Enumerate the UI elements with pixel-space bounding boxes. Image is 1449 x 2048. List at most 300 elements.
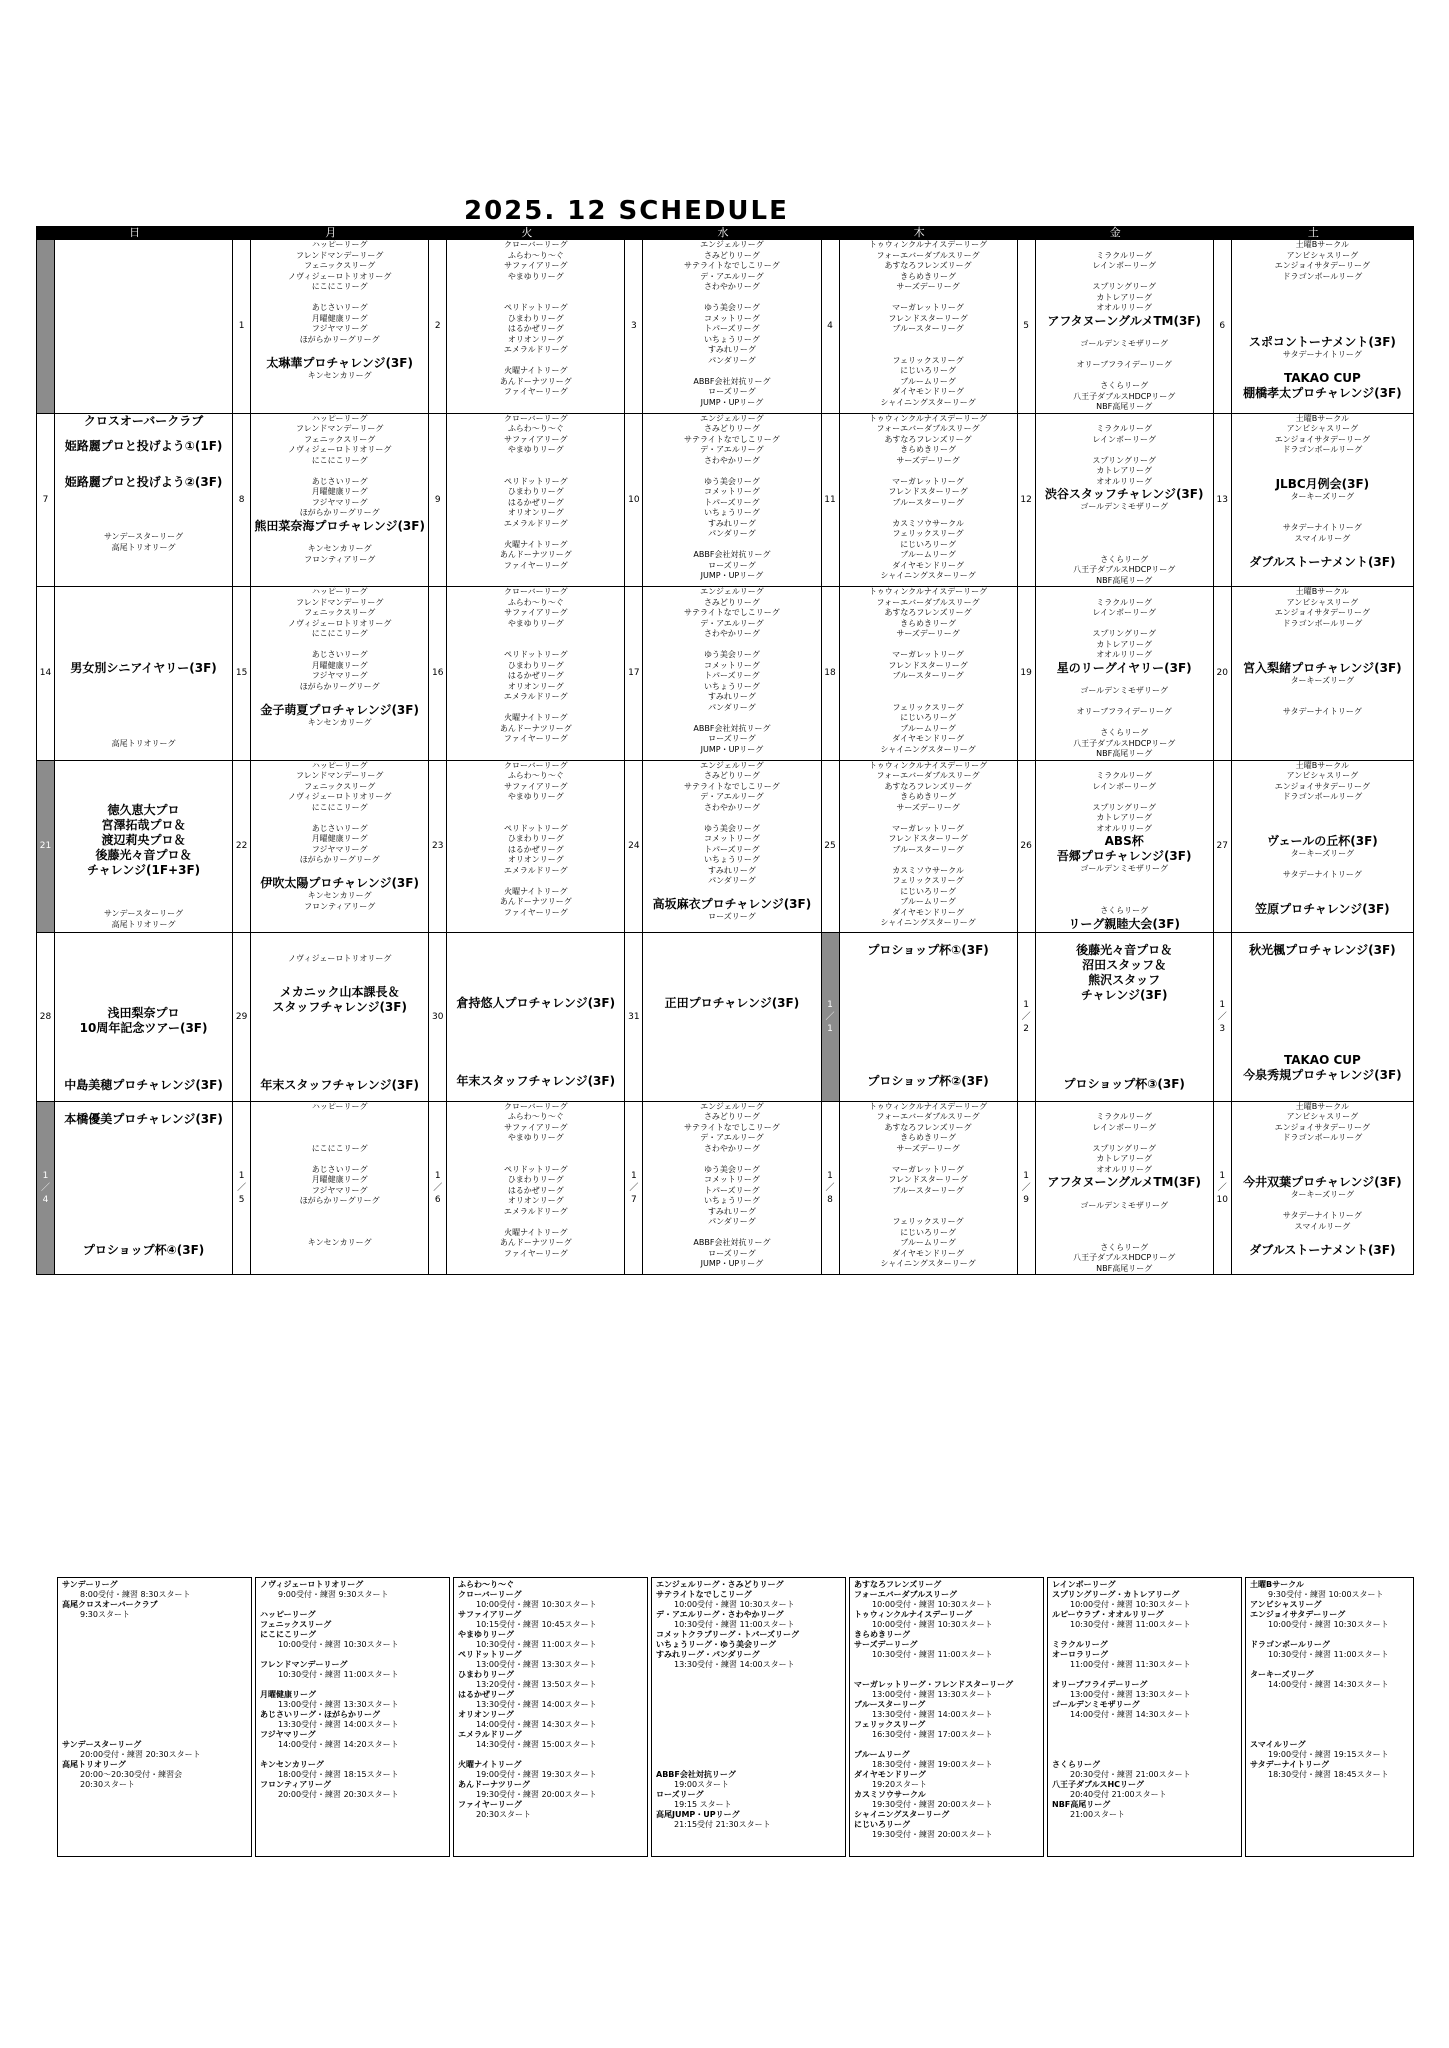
league-name: JUMP・UPリーグ: [700, 571, 764, 580]
league-name: さわやかリーグ: [703, 1143, 760, 1153]
spacer: [643, 640, 820, 651]
spacer: [62, 1730, 247, 1740]
event-title: 姫路麗プロと投げよう②(3F): [64, 475, 223, 489]
league-name: オリオンリーグ: [507, 334, 564, 344]
spacer: [55, 707, 232, 718]
spacer: [656, 1720, 841, 1730]
league-name: スマイルリーグ: [1294, 533, 1351, 543]
day-number-part: ／: [1217, 1011, 1227, 1022]
league-name: トパーズリーグ: [704, 497, 760, 507]
legend-league-name: エンジェルリーグ・さみどりリーグ: [656, 1580, 784, 1589]
spacer: [643, 933, 820, 944]
day-number-part: ／: [629, 1182, 639, 1193]
legend-time: 14:00受付・練習 14:30スタート: [476, 1720, 597, 1729]
league-name: サタデーナイトリーグ: [1282, 523, 1362, 532]
spacer: [1052, 1630, 1237, 1640]
league-name: デ・アエルリーグ: [700, 1133, 764, 1142]
league-name: サテライトなでしこリーグ: [684, 434, 780, 444]
spacer: [55, 1138, 232, 1149]
spacer: [447, 964, 624, 975]
spacer: [1036, 1014, 1213, 1025]
spacer: [840, 990, 1017, 1001]
league-name: ノヴィジェーロトリオリーグ: [288, 271, 392, 281]
league-name: ブルースターリーグ: [892, 324, 964, 333]
league-name: アンビシャスリーグ: [1286, 424, 1359, 433]
league-name: ドラゴンボールリーグ: [1282, 271, 1363, 281]
spacer: [1036, 718, 1213, 729]
league-name: トゥウィンクルナイスデーリーグ: [869, 587, 988, 596]
league-name: ほがらかリーグリーグ: [299, 1196, 380, 1205]
league-name: にじいろリーグ: [900, 886, 957, 896]
event-title: プロショップ杯④(3F): [82, 1242, 205, 1257]
league-name: NBF高尾リーグ: [1096, 749, 1153, 758]
legend-time: 10:00受付・練習 10:30スタート: [1268, 1620, 1389, 1629]
legend-league-name: クローバーリーグ: [458, 1590, 522, 1599]
league-name: オオルリリーグ: [1096, 823, 1153, 833]
event-title: ヴェールの丘杯(3F): [1266, 834, 1378, 848]
legend-time: 20:30スタート: [80, 1780, 136, 1789]
league-name: ゴールデンミモザリーグ: [1080, 339, 1169, 348]
spacer: [1232, 860, 1413, 871]
league-name: オオルリリーグ: [1096, 303, 1153, 312]
league-name: レインボーリーグ: [1092, 781, 1156, 791]
legend-league-name: サーズデーリーグ: [854, 1640, 918, 1649]
day-cell: [839, 932, 1017, 1101]
spacer: [643, 887, 820, 898]
day-number-part: 26: [1020, 841, 1032, 851]
league-name: さわやかリーグ: [703, 282, 760, 291]
league-name: コメットリーグ: [703, 313, 760, 323]
league-name: 月曜健康リーグ: [311, 660, 368, 670]
spacer: [55, 1047, 232, 1058]
day-number: [1213, 587, 1231, 761]
day-cell: [251, 932, 429, 1101]
day-number: [37, 413, 55, 587]
spacer: [1232, 282, 1413, 293]
spacer: [1036, 1102, 1213, 1113]
legend-time: 13:30受付・練習 14:00スタート: [674, 1660, 795, 1669]
day-cell: [643, 240, 821, 414]
spacer: [251, 975, 428, 986]
spacer: [1036, 676, 1213, 687]
day-cell: [839, 1101, 1017, 1275]
league-name: いちょうリーグ: [703, 855, 760, 864]
spacer: [643, 713, 820, 724]
spacer: [1036, 329, 1213, 340]
spacer: [1232, 640, 1413, 651]
spacer: [656, 1740, 841, 1750]
day-cell: [839, 240, 1017, 414]
league-name: エメラルドリーグ: [503, 518, 568, 528]
league-name: サファイアリーグ: [504, 261, 568, 270]
event-title: プロショップ杯③(3F): [1063, 1076, 1185, 1091]
league-name: エメラルドリーグ: [503, 692, 568, 701]
event-title: スタッフチャレンジ(3F): [272, 1000, 407, 1014]
league-name: キンセンカリーグ: [307, 370, 372, 380]
legend-league-name: スマイルリーグ: [1250, 1740, 1306, 1749]
spacer: [62, 1650, 247, 1660]
legend-time: 10:30受付・練習 11:00スタート: [278, 1670, 399, 1679]
spacer: [1232, 813, 1413, 824]
day-cell: [55, 413, 233, 587]
day-number-part: 20: [1216, 668, 1228, 679]
league-name: ダイヤモンドリーグ: [892, 734, 964, 743]
spacer: [840, 969, 1017, 980]
league-name: オリーブフライデーリーグ: [1076, 360, 1172, 369]
league-name: ミラクルリーグ: [1096, 250, 1153, 260]
league-name: オオルリリーグ: [1096, 476, 1153, 486]
spacer: [447, 1021, 624, 1032]
league-name: ペリドットリーグ: [503, 303, 568, 312]
league-name: レインボーリーグ: [1092, 261, 1156, 270]
day-number-part: 1: [827, 1023, 833, 1034]
spacer: [643, 813, 820, 824]
spacer: [458, 1750, 643, 1760]
league-name: ゴールデンミモザリーグ: [1080, 864, 1169, 873]
spacer: [55, 454, 232, 465]
legend-league-name: ハッピーリーグ: [260, 1610, 316, 1619]
league-name: サファイアリーグ: [504, 1122, 568, 1132]
day-cell: [643, 413, 821, 587]
spacer: [840, 1154, 1017, 1165]
day-number: [1017, 587, 1035, 761]
legend-league-name: デ・アエルリーグ・さわやかリーグ: [656, 1610, 784, 1619]
league-name: サンデースターリーグ: [103, 909, 184, 918]
legend-time: 9:30スタート: [80, 1610, 130, 1619]
spacer: [260, 1750, 445, 1760]
league-name: エンジョイサタデーリーグ: [1274, 1122, 1370, 1132]
league-name: フェニックスリーグ: [304, 261, 376, 270]
legend-league-name: フェニックスリーグ: [260, 1620, 332, 1629]
spacer: [1036, 523, 1213, 534]
spacer: [55, 697, 232, 708]
day-number-part: 1: [827, 1170, 833, 1181]
league-name: コメットリーグ: [703, 1175, 760, 1184]
spacer: [1052, 1740, 1237, 1750]
legend-time: 10:30受付・練習 11:00スタート: [1070, 1620, 1191, 1629]
league-name: エンジェルリーグ: [700, 587, 764, 596]
league-name: 火曜ナイトリーグ: [504, 713, 568, 722]
spacer: [1036, 1232, 1213, 1243]
legend-league-name: レインボーリーグ: [1052, 1580, 1116, 1589]
spacer: [447, 1144, 624, 1155]
spacer: [1232, 1154, 1413, 1165]
legend-league-name: サファイアリーグ: [458, 1610, 522, 1619]
day-number: [625, 587, 643, 761]
spacer: [55, 1036, 232, 1047]
legend-time: 20:30スタート: [476, 1810, 532, 1819]
legend-time: 10:00受付・練習 10:30スタート: [872, 1600, 993, 1609]
league-name: オオルリリーグ: [1096, 1164, 1153, 1174]
league-name: レインボーリーグ: [1092, 608, 1156, 617]
spacer: [840, 1032, 1017, 1043]
spacer: [1036, 1045, 1213, 1056]
legend-league-name: NBF高尾リーグ: [1052, 1800, 1111, 1809]
league-name: ふらわ〜り〜ぐ: [507, 424, 564, 433]
spacer: [1036, 272, 1213, 283]
day-number-part: 7: [42, 494, 49, 505]
day-cell: [447, 413, 625, 587]
league-name: サテライトなでしこリーグ: [684, 1122, 780, 1132]
league-name: あすなろフレンズリーグ: [884, 608, 972, 617]
day-cell: [251, 413, 429, 587]
league-name: にじいろリーグ: [900, 366, 957, 375]
league-name: サーズデーリーグ: [896, 455, 960, 465]
day-cell: [1231, 760, 1413, 932]
spacer: [62, 1660, 247, 1670]
event-title: アフタヌーングルメTM(3F): [1047, 313, 1201, 328]
week-row: [37, 413, 1414, 587]
legend-league-name: シャイニングスターリーグ: [854, 1810, 950, 1819]
league-name: サーズデーリーグ: [896, 282, 960, 291]
day-number-part: 1: [631, 1170, 637, 1181]
league-name: ひまわりリーグ: [507, 660, 564, 670]
spacer: [251, 1047, 428, 1058]
spacer: [251, 293, 428, 304]
league-name: ターキーズリーグ: [1290, 675, 1355, 685]
spacer: [1052, 1750, 1237, 1760]
day-cell: [251, 587, 429, 761]
league-name: エンジョイサタデーリーグ: [1274, 434, 1370, 444]
league-name: ノヴィジェーロトリオリーグ: [288, 792, 392, 801]
week-row: [37, 240, 1414, 414]
day-number: [429, 932, 447, 1101]
spacer: [1250, 1710, 1409, 1720]
event-title: 吾郷プロチャレンジ(3F): [1056, 849, 1192, 863]
league-name: 八王子ダブルスHDCPリーグ: [1073, 391, 1176, 401]
event-title: 今泉秀規プロチャレンジ(3F): [1243, 1067, 1402, 1082]
league-name: ファイヤーリーグ: [503, 734, 568, 743]
spacer: [62, 1680, 247, 1690]
event-title: 秋光楓プロチャレンジ(3F): [1249, 943, 1396, 957]
day-number: [1213, 240, 1231, 414]
day-cell: [839, 413, 1017, 587]
legend-league-name: すみれリーグ・パンダリーグ: [656, 1650, 760, 1659]
spacer: [1036, 350, 1213, 361]
day-number: [1213, 413, 1231, 587]
league-name: ブルースターリーグ: [892, 1185, 964, 1195]
weekday-sun: 日: [37, 227, 233, 240]
league-name: フレンドスターリーグ: [888, 487, 968, 496]
league-name: ABBF会社対抗リーグ: [693, 723, 771, 733]
spacer: [55, 761, 232, 772]
spacer: [251, 964, 428, 975]
league-name: サーズデーリーグ: [896, 629, 960, 638]
day-number: [821, 760, 839, 932]
league-name: ミラクルリーグ: [1096, 597, 1153, 607]
league-name: パンダリーグ: [708, 529, 756, 538]
legend-league-name: スプリングリーグ・カトレアリーグ: [1052, 1590, 1180, 1599]
spacer: [251, 813, 428, 824]
day-number: [821, 413, 839, 587]
spacer: [251, 1217, 428, 1228]
league-name: フォーエバーダブルスリーグ: [876, 424, 980, 433]
league-name: ゴールデンミモザリーグ: [1080, 686, 1169, 695]
spacer: [1036, 1035, 1213, 1046]
league-name: コメットリーグ: [703, 487, 760, 496]
legend-time: 9:00受付・練習 9:30スタート: [278, 1590, 389, 1599]
legend-league-name: ペリドットリーグ: [458, 1650, 522, 1659]
league-name: あんドーナツリーグ: [499, 723, 572, 733]
spacer: [55, 629, 232, 640]
event-title: 姫路麗プロと投げよう①(1F): [64, 439, 223, 453]
league-name: 八王子ダブルスHDCPリーグ: [1073, 1253, 1176, 1262]
spacer: [260, 1600, 445, 1610]
league-name: さくらリーグ: [1100, 728, 1149, 737]
spacer: [1036, 697, 1213, 708]
league-name: いちょうリーグ: [703, 1196, 760, 1205]
spacer: [62, 1710, 247, 1720]
legend-league-name: ドラゴンボールリーグ: [1250, 1640, 1330, 1649]
spacer: [447, 876, 624, 887]
league-name: さわやかリーグ: [703, 455, 760, 465]
day-number-part: 19: [1020, 668, 1032, 679]
league-name: ドラゴンボールリーグ: [1282, 792, 1363, 801]
league-name: ひまわりリーグ: [507, 1175, 564, 1184]
day-number-part: 21: [39, 841, 52, 851]
day-number-part: 1: [827, 999, 833, 1010]
spacer: [55, 429, 232, 440]
league-name: にじいろリーグ: [900, 1227, 957, 1237]
spacer: [656, 1700, 841, 1710]
league-name: 高尾トリオリーグ: [111, 738, 176, 748]
league-name: トパーズリーグ: [704, 1185, 760, 1195]
legend-league-name: アンビシャスリーグ: [1250, 1600, 1322, 1609]
league-name: トゥウィンクルナイスデーリーグ: [869, 240, 988, 249]
spacer: [643, 943, 820, 954]
spacer: [854, 1740, 1039, 1750]
day-cell: [55, 1101, 233, 1275]
legend-time: 18:00受付・練習 18:15スタート: [278, 1770, 399, 1779]
league-name: にこにこリーグ: [311, 1143, 368, 1153]
league-name: きらめきリーグ: [900, 271, 957, 281]
spacer: [1232, 360, 1413, 371]
spacer: [251, 466, 428, 477]
league-name: すみれリーグ: [707, 1206, 756, 1216]
day-cell: [643, 932, 821, 1101]
league-name: すみれリーグ: [707, 865, 756, 875]
legend-league-name: あんドーナツリーグ: [458, 1780, 530, 1789]
league-name: 火曜ナイトリーグ: [504, 886, 568, 896]
league-name: サファイアリーグ: [504, 781, 568, 791]
day-number-part: 1: [434, 1170, 441, 1181]
spacer: [1036, 1133, 1213, 1144]
event-title: クロスオーバークラブ: [83, 413, 204, 428]
league-name: ファイヤーリーグ: [503, 560, 568, 570]
league-name: ブルームリーグ: [900, 897, 956, 906]
spacer: [1036, 1211, 1213, 1222]
spacer: [643, 366, 820, 377]
league-name: サンデースターリーグ: [103, 532, 184, 541]
day-cell: [447, 587, 625, 761]
spacer: [1232, 456, 1413, 467]
legend-league-name: 高尾クロスオーバークラブ: [62, 1600, 158, 1609]
day-number-part: 30: [432, 1011, 444, 1022]
league-name: パンダリーグ: [708, 702, 756, 712]
spacer: [62, 1630, 247, 1640]
event-title: 熊田菜奈海プロチャレンジ(3F): [254, 518, 425, 533]
league-name: スプリングリーグ: [1092, 282, 1156, 291]
spacer: [1036, 792, 1213, 803]
legend-league-name: にこにこリーグ: [260, 1630, 316, 1639]
league-name: すみれリーグ: [707, 518, 756, 528]
league-name: やまゆりリーグ: [507, 271, 564, 281]
league-name: マーガレットリーグ: [892, 1164, 964, 1174]
league-name: あすなろフレンズリーグ: [884, 1122, 972, 1132]
league-name: アンビシャスリーグ: [1286, 597, 1359, 607]
day-number: [1017, 1101, 1035, 1275]
league-name: クローバーリーグ: [504, 760, 568, 770]
legend-league-name: マーガレットリーグ・フレンドスターリーグ: [854, 1680, 1014, 1689]
legend-league-name: フレンドマンデーリーグ: [260, 1660, 348, 1669]
day-number-part: 31: [628, 1011, 640, 1022]
legend-league-name: はるかぜリーグ: [458, 1690, 514, 1699]
league-name: トゥウィンクルナイスデーリーグ: [869, 760, 988, 770]
league-name: 土曜Bサークル: [1295, 1101, 1349, 1111]
spacer: [62, 1700, 247, 1710]
league-name: エメラルドリーグ: [503, 865, 568, 875]
league-name: ファイヤーリーグ: [503, 387, 568, 396]
spacer: [251, 1207, 428, 1218]
spacer: [447, 1063, 624, 1074]
legend-time: 10:30受付・練習 11:00スタート: [872, 1650, 993, 1659]
spacer: [656, 1750, 841, 1760]
spacer: [55, 964, 232, 975]
legend-league-name: あじさいリーグ・ほがらかリーグ: [260, 1710, 380, 1719]
event-title: 倉持悠人プロチャレンジ(3F): [456, 995, 616, 1010]
spacer: [1250, 1630, 1409, 1640]
day-number: [821, 240, 839, 414]
legend-league-name: にじいろリーグ: [854, 1820, 910, 1829]
league-name: ふらわ〜り〜ぐ: [507, 597, 564, 607]
league-name: ノヴィジェーロトリオリーグ: [288, 953, 392, 963]
spacer: [447, 1217, 624, 1228]
event-title: 熊沢スタッフ: [1088, 973, 1161, 987]
league-name: フォーエバーダブルスリーグ: [876, 771, 980, 780]
league-name: エメラルドリーグ: [503, 1206, 568, 1216]
league-name: フジヤマリーグ: [311, 844, 368, 854]
spacer: [55, 1232, 232, 1243]
legend-time: 13:00受付・練習 13:30スタート: [476, 1660, 597, 1669]
day-number: [625, 240, 643, 414]
spacer: [55, 1102, 232, 1113]
spacer: [1036, 534, 1213, 545]
spacer: [55, 975, 232, 986]
spacer: [1036, 1056, 1213, 1067]
day-number: [233, 413, 251, 587]
league-name: ペリドットリーグ: [503, 650, 568, 659]
league-name: 土曜Bサークル: [1295, 413, 1349, 423]
legend-column: [57, 1577, 252, 1857]
day-number-part: 6: [1219, 321, 1226, 332]
week-row: [37, 932, 1414, 1101]
league-name: あじさいリーグ: [311, 823, 368, 833]
league-name: ABBF会社対抗リーグ: [693, 1238, 771, 1247]
league-name: カスミソウサークル: [892, 518, 964, 528]
spacer: [251, 1133, 428, 1144]
league-name: 火曜ナイトリーグ: [504, 366, 568, 375]
spacer: [1232, 629, 1413, 640]
league-name: やまゆりリーグ: [507, 1133, 564, 1142]
league-name: フレンドスターリーグ: [888, 660, 968, 670]
spacer: [55, 619, 232, 630]
league-name: ゆう美会リーグ: [703, 476, 760, 486]
spacer: [1036, 1190, 1213, 1201]
spacer: [251, 1123, 428, 1134]
day-cell: [1035, 1101, 1213, 1275]
legend-time: 20:00受付・練習 20:30スタート: [278, 1790, 399, 1799]
legend-league-name: サンデースターリーグ: [62, 1740, 142, 1749]
